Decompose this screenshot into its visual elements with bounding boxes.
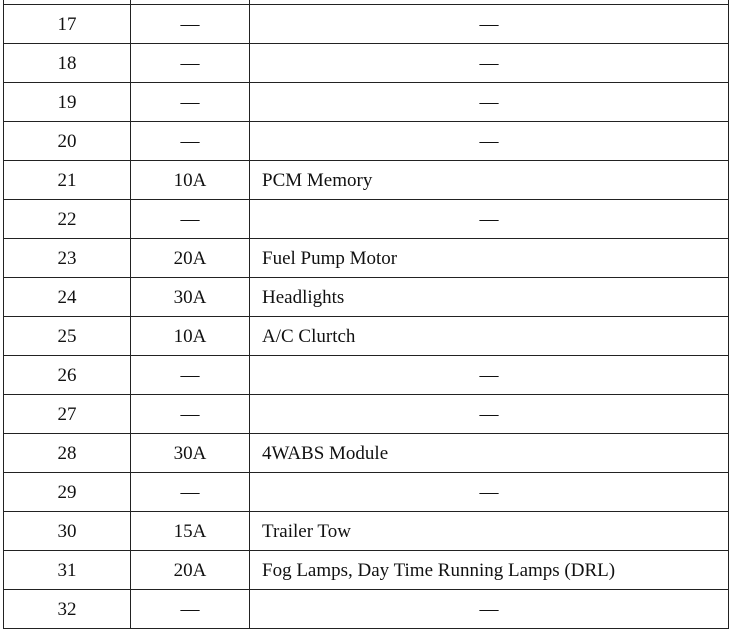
table-row xyxy=(4,5,729,44)
fuse-number-cell: 28 xyxy=(4,434,131,473)
fuse-number-cell: 24 xyxy=(4,278,131,317)
fuse-number-cell: 23 xyxy=(4,239,131,278)
table-row xyxy=(4,395,729,434)
circuit-protected-cell: 4WABS Module xyxy=(250,434,729,473)
amp-rating-cell: 30A xyxy=(131,278,250,317)
circuit-protected-cell: — xyxy=(250,83,729,122)
table-row xyxy=(4,122,729,161)
amp-rating-cell: — xyxy=(131,200,250,239)
circuit-protected-cell: — xyxy=(250,473,729,512)
fuse-number-cell: 22 xyxy=(4,200,131,239)
table-row xyxy=(4,317,729,356)
amp-rating-cell: 15A xyxy=(131,512,250,551)
table-row xyxy=(4,44,729,83)
amp-rating-cell: — xyxy=(131,83,250,122)
table-row xyxy=(4,434,729,473)
amp-rating-cell: 10A xyxy=(131,161,250,200)
fuse-number-cell: 25 xyxy=(4,317,131,356)
fuse-number-cell: 30 xyxy=(4,512,131,551)
circuit-protected-cell: Fog Lamps, Day Time Running Lamps (DRL) xyxy=(250,551,729,590)
circuit-protected-cell: — xyxy=(250,5,729,44)
amp-rating-cell: — xyxy=(131,395,250,434)
amp-rating-cell: — xyxy=(131,356,250,395)
fuse-number-cell: 27 xyxy=(4,395,131,434)
table-row xyxy=(4,473,729,512)
amp-rating-cell: — xyxy=(131,122,250,161)
fuse-table-container xyxy=(3,0,729,630)
fuse-number-cell: 32 xyxy=(4,590,131,629)
circuit-protected-cell: PCM Memory xyxy=(250,161,729,200)
fuse-number-cell: 17 xyxy=(4,5,131,44)
fuse-number-cell: 18 xyxy=(4,44,131,83)
circuit-protected-cell: — xyxy=(250,590,729,629)
circuit-protected-cell: — xyxy=(250,44,729,83)
table-row xyxy=(4,512,729,551)
table-row xyxy=(4,83,729,122)
table-row xyxy=(4,239,729,278)
fuse-number-cell: 26 xyxy=(4,356,131,395)
fuse-number-cell: 19 xyxy=(4,83,131,122)
table-row xyxy=(4,356,729,395)
fuse-number-cell: 31 xyxy=(4,551,131,590)
amp-rating-cell: 20A xyxy=(131,239,250,278)
amp-rating-cell: — xyxy=(131,590,250,629)
fuse-number-cell: 20 xyxy=(4,122,131,161)
circuit-protected-cell: Headlights xyxy=(250,278,729,317)
amp-rating-cell: 10A xyxy=(131,317,250,356)
circuit-protected-cell: — xyxy=(250,395,729,434)
circuit-protected-cell: A/C Clurtch xyxy=(250,317,729,356)
table-row xyxy=(4,278,729,317)
table-row xyxy=(4,200,729,239)
amp-rating-cell: — xyxy=(131,5,250,44)
circuit-protected-cell: — xyxy=(250,356,729,395)
table-row xyxy=(4,590,729,629)
table-row xyxy=(4,161,729,200)
circuit-protected-cell: — xyxy=(250,122,729,161)
circuit-protected-cell: Trailer Tow xyxy=(250,512,729,551)
fuse-number-cell: 29 xyxy=(4,473,131,512)
circuit-protected-cell: — xyxy=(250,200,729,239)
fuse-number-cell: 21 xyxy=(4,161,131,200)
amp-rating-cell: — xyxy=(131,473,250,512)
amp-rating-cell: 20A xyxy=(131,551,250,590)
fuse-table-body xyxy=(4,0,729,629)
circuit-protected-cell: Fuel Pump Motor xyxy=(250,239,729,278)
amp-rating-cell: — xyxy=(131,44,250,83)
amp-rating-cell: 30A xyxy=(131,434,250,473)
table-row xyxy=(4,551,729,590)
fuse-table xyxy=(3,0,729,629)
